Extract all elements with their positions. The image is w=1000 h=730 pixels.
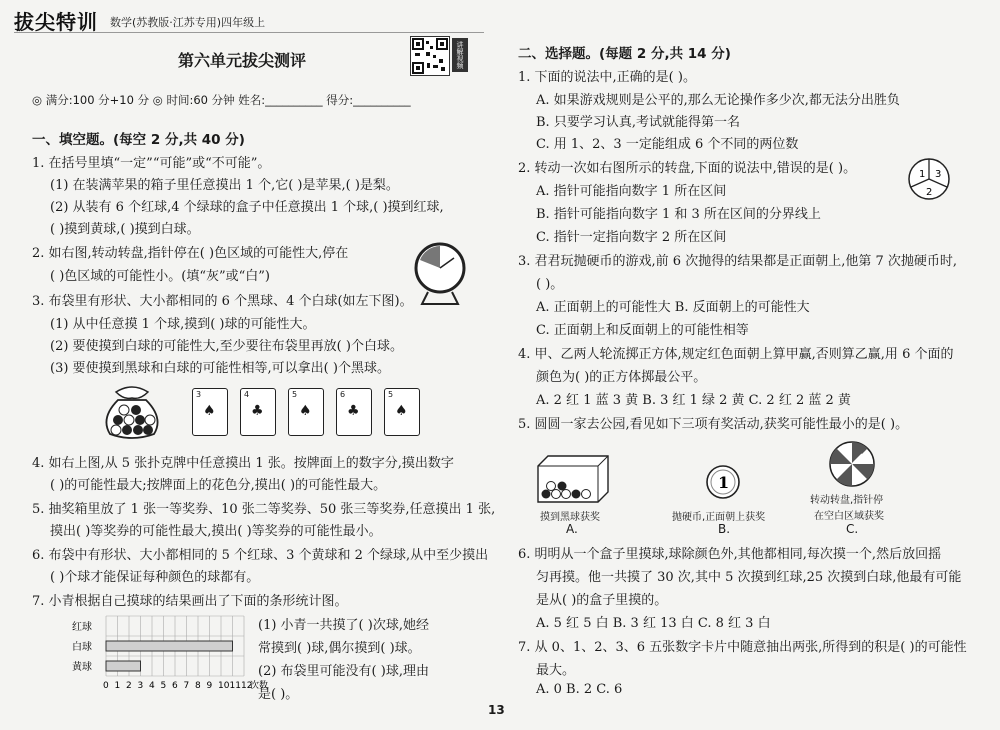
right-line-12: C. 正面朝上和反面朝上的可能性相等	[536, 323, 749, 338]
right-line-11: A. 正面朝上的可能性大 B. 反面朝上的可能性大	[536, 300, 810, 315]
left-line-16: ( )个球才能保证每种颜色的球都有。	[50, 570, 260, 585]
card-value: 5	[292, 390, 298, 399]
right-line-10: ( )。	[536, 277, 564, 292]
left-line-18: (1) 小青一共摸了( )次球,她经	[258, 618, 429, 633]
right-line-3: B. 只要学习认真,考试就能得第一名	[536, 115, 740, 130]
x-axis-label: 次数	[250, 681, 269, 691]
q5-c-caption-1: 转动转盘,指针停	[810, 495, 884, 506]
spinner-q2-figure	[905, 155, 953, 203]
right-line-9: 3. 君君玩抛硬币的游戏,前 6 次抛得的结果都是正面朝上,他第 7 次抛硬币时,	[518, 254, 958, 269]
spinner-label-2: 2	[926, 187, 933, 198]
club-icon: ♣	[251, 403, 264, 419]
spinner-label-1: 1	[919, 169, 926, 180]
tick-label: 0	[103, 681, 109, 691]
left-line-12: ( )的可能性最大;按牌面上的花色分,摸出( )的可能性最大。	[50, 478, 387, 493]
left-line-5: 2. 如右图,转动转盘,指针停在( )色区域的可能性大,停在	[32, 246, 349, 261]
right-line-16: 5. 圆圆一家去公园,看见如下三项有奖活动,获奖可能性最小的是( )。	[518, 417, 909, 432]
tick-label: 10	[218, 681, 230, 691]
tick-label: 4	[149, 681, 155, 691]
tick-label: 3	[137, 681, 144, 691]
right-line-17: 6. 明明从一个盒子里摸球,球除颜色外,其他都相同,每次摸一个,然后放回摇	[518, 547, 942, 562]
brand-logo: 拔尖特训	[14, 10, 98, 34]
ball-box-figure	[536, 452, 612, 504]
q5-b-caption: 抛硬币,正面朝上获奖	[672, 512, 766, 523]
left-line-3: (2) 从装有 6 个红球,4 个绿球的盒子中任意摸出 1 个球,( )摸到红球,	[50, 200, 444, 215]
left-line-4: ( )摸到黄球,( )摸到白球。	[50, 222, 200, 237]
right-line-2: A. 如果游戏规则是公平的,那么无论操作多少次,都无法分出胜负	[536, 93, 900, 108]
right-line-1: 1. 下面的说法中,正确的是( )。	[518, 70, 696, 85]
left-line-11: 4. 如右上图,从 5 张扑克牌中任意摸出 1 张。按牌面上的数字分,摸出数字	[32, 456, 454, 471]
tick-label: 2	[126, 681, 132, 691]
category-label: 白球	[72, 642, 92, 653]
left-line-15: 6. 布袋中有形状、大小都相同的 5 个红球、3 个黄球和 2 个绿球,从中至少摸出	[32, 548, 489, 563]
right-line-13: 4. 甲、乙两人轮流掷正方体,规定红色面朝上算甲赢,否则算乙赢,用 6 个面的	[518, 347, 954, 362]
spinner-label-3: 3	[935, 169, 942, 180]
left-line-1: 1. 在括号里填“一定”“可能”或“不可能”。	[32, 156, 271, 171]
playing-card	[384, 388, 420, 436]
tick-label: 8	[195, 681, 201, 691]
right-line-6: A. 指针可能指向数字 1 所在区间	[536, 184, 727, 199]
q5-a-letter: A.	[566, 522, 578, 536]
left-line-10: (3) 要使摸到黑球和白球的可能性相等,可以拿出( )个黑球。	[50, 361, 390, 376]
ball-bag-figure	[96, 378, 168, 440]
card-value: 5	[388, 390, 394, 399]
category-label: 红球	[72, 622, 92, 633]
right-line-20: A. 5 红 5 白 B. 3 红 13 白 C. 8 红 3 白	[536, 616, 771, 631]
left-line-7: 3. 布袋里有形状、大小都相同的 6 个黑球、4 个白球(如左下图)。	[32, 294, 413, 309]
coin-figure	[705, 464, 741, 500]
right-line-0: 二、选择题。(每题 2 分,共 14 分)	[518, 46, 731, 62]
left-line-21: 是( )。	[258, 687, 299, 702]
tick-label: 1	[114, 681, 121, 691]
tick-label: 7	[183, 681, 190, 691]
spade-icon: ♠	[203, 403, 216, 419]
category-label: 黄球	[72, 662, 92, 673]
q5-b-letter: B.	[718, 522, 731, 536]
bar-chart	[70, 612, 269, 694]
score-meta: ◎ 满分:100 分+10 分 ◎ 时间:60 分钟 姓名:__________ 得分:__________	[32, 93, 411, 107]
spade-icon: ♠	[395, 403, 408, 419]
video-tag: 讲解视频	[452, 38, 468, 72]
right-line-8: C. 指针一定指向数字 2 所在区间	[536, 230, 727, 245]
left-line-6: ( )色区域的可能性小。(填“灰”或“白”)	[50, 269, 271, 284]
right-line-21: 7. 从 0、1、2、3、6 五张数字卡片中随意抽出两张,所得到的积是( )的可能性	[518, 640, 967, 655]
right-line-22: 最大。	[536, 663, 576, 678]
left-line-17: 7. 小青根据自己摸球的结果画出了下面的条形统计图。	[32, 594, 348, 609]
right-line-18: 匀再摸。他一共摸了 30 次,其中 5 次摸到红球,25 次摸到白球,他最有可能	[536, 570, 962, 585]
playing-card	[288, 388, 324, 436]
playing-card	[336, 388, 372, 436]
card-value: 4	[244, 390, 250, 399]
book-subtitle: 数学(苏教版·江苏专用)四年级上	[110, 16, 266, 29]
coin-value: 1	[718, 473, 730, 492]
spade-icon: ♠	[299, 403, 312, 419]
right-line-19: 是从( )的盒子里摸的。	[536, 593, 668, 608]
tick-label: 11	[229, 681, 241, 691]
right-line-14: 颜色为( )的正方体掷最公平。	[536, 370, 707, 385]
page-title: 第六单元拔尖测评	[178, 51, 307, 70]
bar	[106, 661, 141, 671]
playing-card	[192, 388, 228, 436]
page-number: 13	[488, 703, 505, 717]
left-line-8: (1) 从中任意摸 1 个球,摸到( )球的可能性大。	[50, 317, 316, 332]
right-line-5: 2. 转动一次如右图所示的转盘,下面的说法中,错误的是( )。	[518, 161, 857, 176]
right-line-7: B. 指针可能指向数字 1 和 3 所在区间的分界线上	[536, 207, 821, 222]
left-line-20: (2) 布袋里可能没有( )球,理由	[258, 664, 429, 679]
left-line-9: (2) 要使摸到白球的可能性大,至少要往布袋里再放( )个白球。	[50, 339, 403, 354]
q5-c-caption-2: 在空白区域获奖	[814, 511, 884, 522]
left-line-14: 摸出( )等奖券的可能性最大,摸出( )等奖券的可能性最小。	[50, 524, 382, 539]
spinner-figure	[410, 238, 470, 308]
left-line-0: 一、填空题。(每空 2 分,共 40 分)	[32, 132, 245, 148]
left-line-19: 常摸到( )球,偶尔摸到( )球。	[258, 641, 421, 656]
tick-label: 5	[160, 681, 167, 691]
header-divider	[14, 32, 484, 33]
left-line-2: (1) 在装满苹果的箱子里任意摸出 1 个,它( )是苹果,( )是梨。	[50, 178, 399, 193]
q5-c-letter: C.	[846, 522, 859, 536]
qr-code-icon[interactable]	[410, 36, 450, 76]
tick-label: 6	[172, 681, 178, 691]
left-line-13: 5. 抽奖箱里放了 1 张一等奖券、10 张二等奖券、50 张三等奖券,任意摸出 1 张,	[32, 502, 496, 517]
spinner-q5-figure	[828, 440, 876, 488]
tick-label: 12	[241, 681, 253, 691]
right-line-4: C. 用 1、2、3 一定能组成 6 个不同的两位数	[536, 137, 799, 152]
playing-card	[240, 388, 276, 436]
right-line-15: A. 2 红 1 蓝 3 黄 B. 3 红 1 绿 2 黄 C. 2 红 2 蓝 2 黄	[536, 393, 851, 408]
q5-a-caption: 摸到黑球获奖	[540, 512, 600, 523]
card-value: 3	[196, 390, 202, 399]
club-icon: ♣	[347, 403, 360, 419]
bar	[106, 641, 233, 651]
right-line-23: A. 0 B. 2 C. 6	[536, 682, 623, 697]
card-value: 6	[340, 390, 346, 399]
tick-label: 9	[206, 681, 213, 691]
